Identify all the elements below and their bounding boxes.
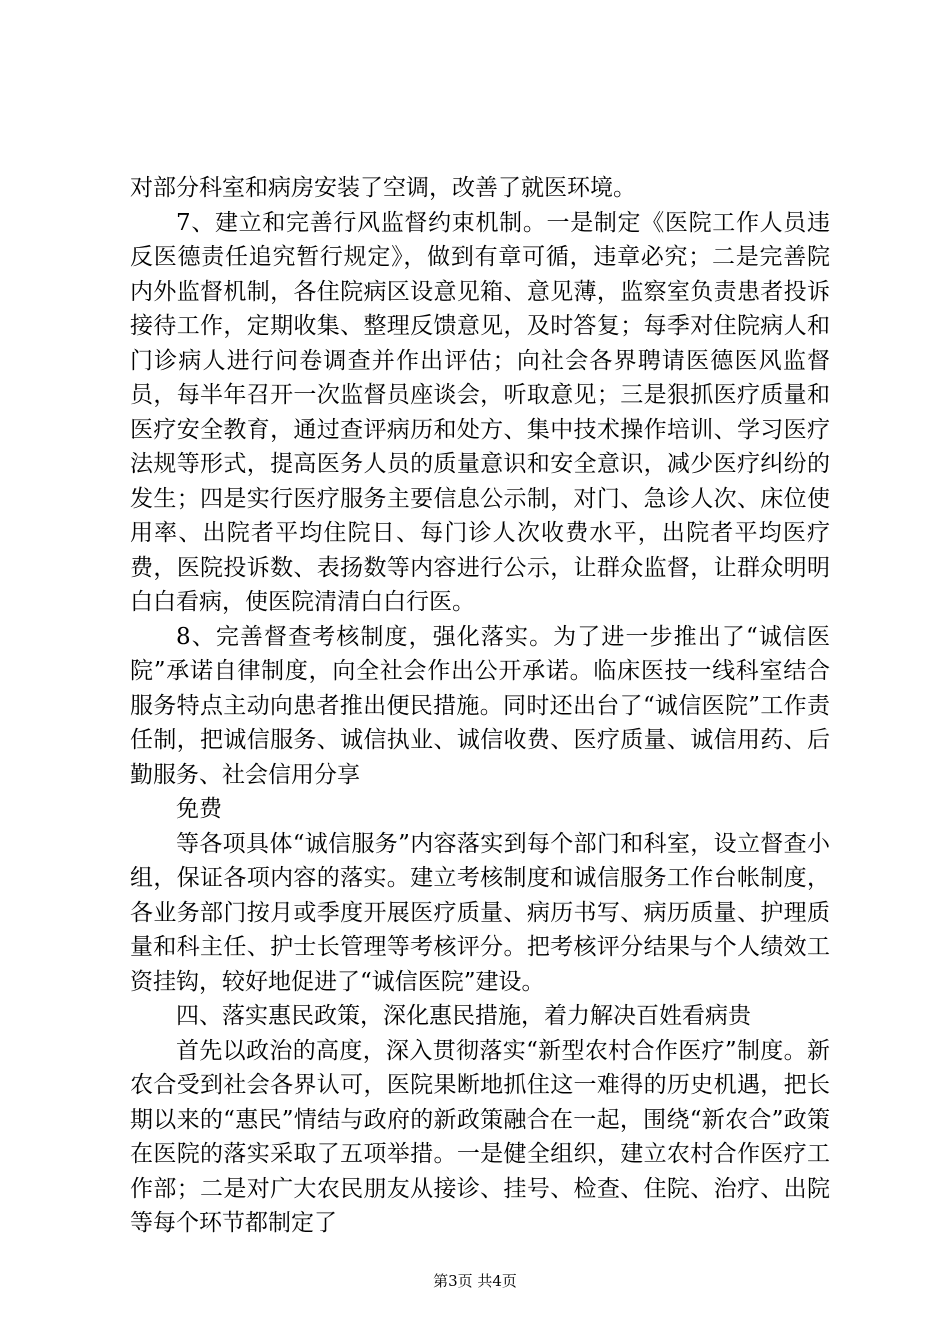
section-heading: 四、落实惠民政策，深化惠民措施，着力解决百姓看病贵: [176, 1003, 751, 1029]
paragraph-5: 等各项具体“诚信服务”内容落实到每个部门和科室，设立督查小组，保证各项内容的落实。建立考核制度和诚信服务工作台帐制度，各业务部门按月或季度开展医疗质量、病历书写、病历质量、护理质量和科主任、护士长管理等考核评分。把考核评分结果与个人绩效工资挂钩，较好地促进了“诚信医院”建设。: [130, 830, 830, 995]
paragraph-3: 8、完善督查考核制度，强化落实。为了进一步推出了“诚信医院”承诺自律制度，向全社会作出公开承诺。临床医技一线科室结合服务特点主动向患者推出便民措施。同时还出台了“诚信医院”工作责任制，把诚信服务、诚信执业、诚信收费、医疗质量、诚信用药、后勤服务、社会信用分享: [130, 623, 830, 788]
paragraph-1: 对部分科室和病房安装了空调，改善了就医环境。: [130, 175, 636, 201]
page-number: 第3页 共4页: [433, 1272, 517, 1290]
paragraph-7: 首先以政治的高度，深入贯彻落实“新型农村合作医疗”制度。新农合受到社会各界认可，医院果断地抓住这一难得的历史机遇，把长期以来的“惠民”情结与政府的新政策融合在一起，围绕“新农合”政策在医院的落实采取了五项举措。一是健全组织，建立农村合作医疗工作部；二是对广大农民朋友从接诊、挂号、检查、住院、治疗、出院等每个环节都制定了: [130, 1037, 830, 1236]
paragraph-2: 7、建立和完善行风监督约束机制。一是制定《医院工作人员违反医德责任追究暂行规定》，做到有章可循，违章必究；二是完善院内外监督机制，各住院病区设意见箱、意见薄，监察室负责患者投诉接待工作，定期收集、整理反馈意见，及时答复；每季对住院病人和门诊病人进行问卷调查并作出评估；向社会各界聘请医德医风监督员，每半年召开一次监督员座谈会，听取意见；三是狠抓医疗质量和医疗安全教育，通过查评病历和处方、集中技术操作培训、学习医疗法规等形式，提高医务人员的质量意识和安全意识，减少医疗纠纷的发生；四是实行医疗服务主要信息公示制，对门、急诊人次、床位使用率、出院者平均住院日、每门诊人次收费水平，出院者平均医疗费，医院投诉数、表扬数等内容进行公示，让群众监督，让群众明明白白看病，使医院清清白白行医。: [130, 209, 830, 615]
paragraph-4: 免费: [176, 796, 222, 822]
document-body: [130, 171, 830, 1241]
